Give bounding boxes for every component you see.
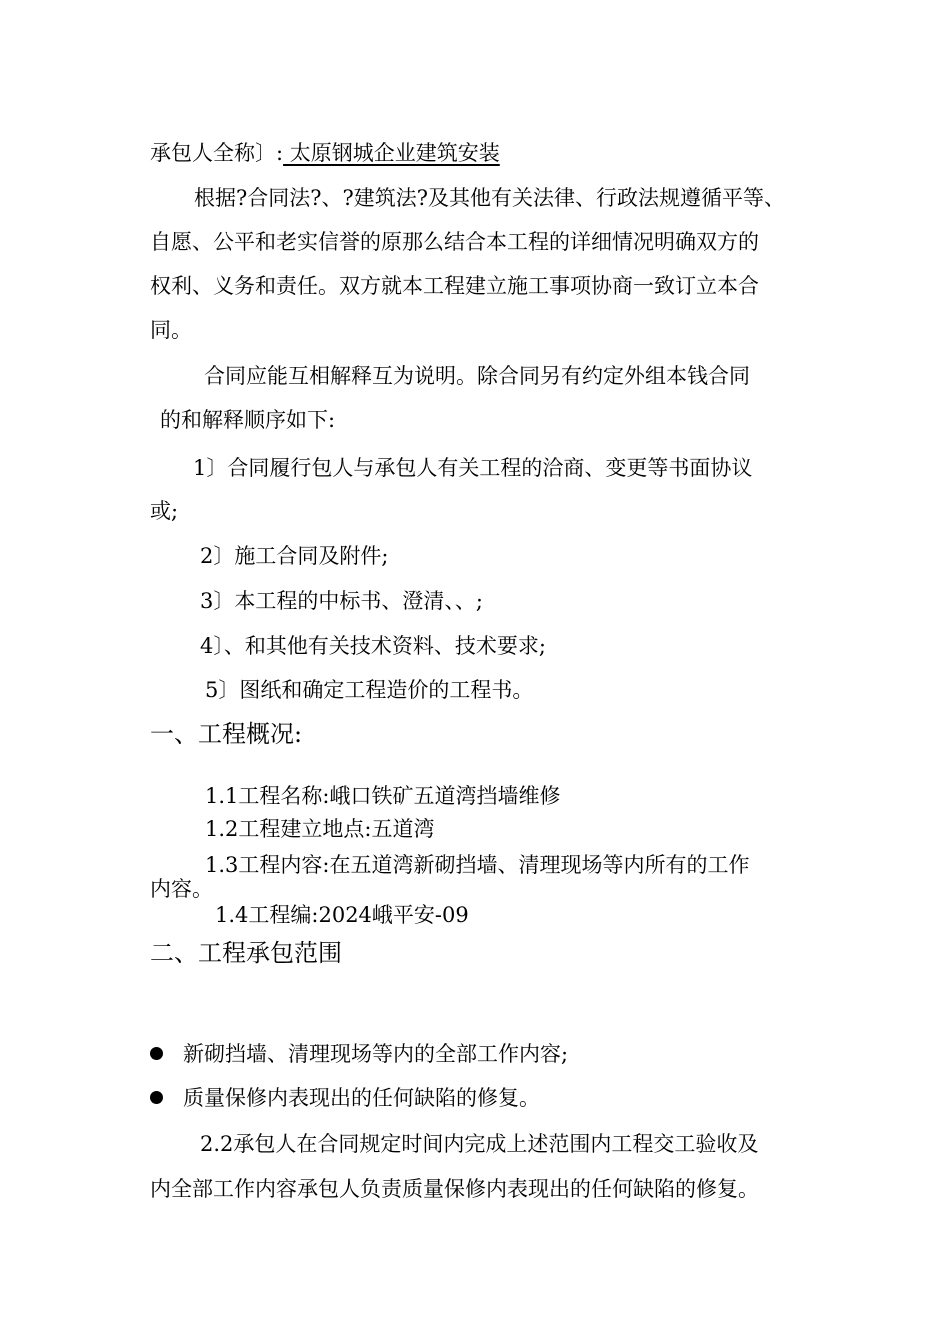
order-item-1-cont: 或; xyxy=(150,499,179,523)
section-2-2-line-1: 2.2承包人在合同规定时间内完成上述范围内工程交工验收及 xyxy=(200,1132,759,1156)
contractor-line xyxy=(150,139,500,167)
section-1-item-3-cont: 内容。 xyxy=(150,877,213,901)
contractor-label: 承包人全称〕: xyxy=(150,141,284,165)
section-2-2-line-2: 内全部工作内容承包人负责质量保修内表现出的任何缺陷的修复。 xyxy=(150,1177,759,1201)
bullet-icon xyxy=(150,1047,163,1060)
section-1-item-2: 1.2工程建立地点:五道湾 xyxy=(205,817,435,841)
order-item-1: 1〕合同履行包人与承包人有关工程的洽商、变更等书面协议 xyxy=(193,456,753,480)
section-2-bullet-1: 新砌挡墙、清理现场等内的全部工作内容; xyxy=(183,1042,569,1066)
intro-line-3: 权利、义务和责任。双方就本工程建立施工事项协商一致订立本合 xyxy=(150,274,759,298)
order-line-1: 合同应能互相解释互为说明。除合同另有约定外组本钱合同 xyxy=(204,364,750,388)
order-item-2: 2〕施工合同及附件; xyxy=(200,544,389,568)
section-1-item-4: 1.4工程编:2024峨平安-09 xyxy=(215,903,469,927)
section-2-bullet-2: 质量保修内表现出的任何缺陷的修复。 xyxy=(183,1086,540,1110)
intro-line-4: 同。 xyxy=(150,318,192,342)
order-item-3: 3〕本工程的中标书、澄清、、; xyxy=(200,589,483,613)
section-1-item-1: 1.1工程名称:峨口铁矿五道湾挡墙维修 xyxy=(205,784,561,808)
section-1-heading: 一、工程概况: xyxy=(150,720,303,748)
order-item-5: 5〕图纸和确定工程造价的工程书。 xyxy=(205,678,534,702)
section-2-heading: 二、工程承包范围 xyxy=(150,939,342,967)
intro-line-1: 根据?合同法?、?建筑法?及其他有关法律、行政法规遵循平等、 xyxy=(194,186,786,210)
section-1-item-3: 1.3工程内容:在五道湾新砌挡墙、清理现场等内所有的工作 xyxy=(205,853,750,877)
intro-line-2: 自愿、公平和老实信誉的原那么结合本工程的详细情况明确双方的 xyxy=(150,230,759,254)
order-item-4: 4〕、和其他有关技术资料、技术要求; xyxy=(200,634,546,658)
bullet-icon xyxy=(150,1091,163,1104)
contractor-name: 太原钢城企业建筑安装 xyxy=(283,141,500,165)
order-line-2: 的和解释顺序如下: xyxy=(160,408,336,432)
